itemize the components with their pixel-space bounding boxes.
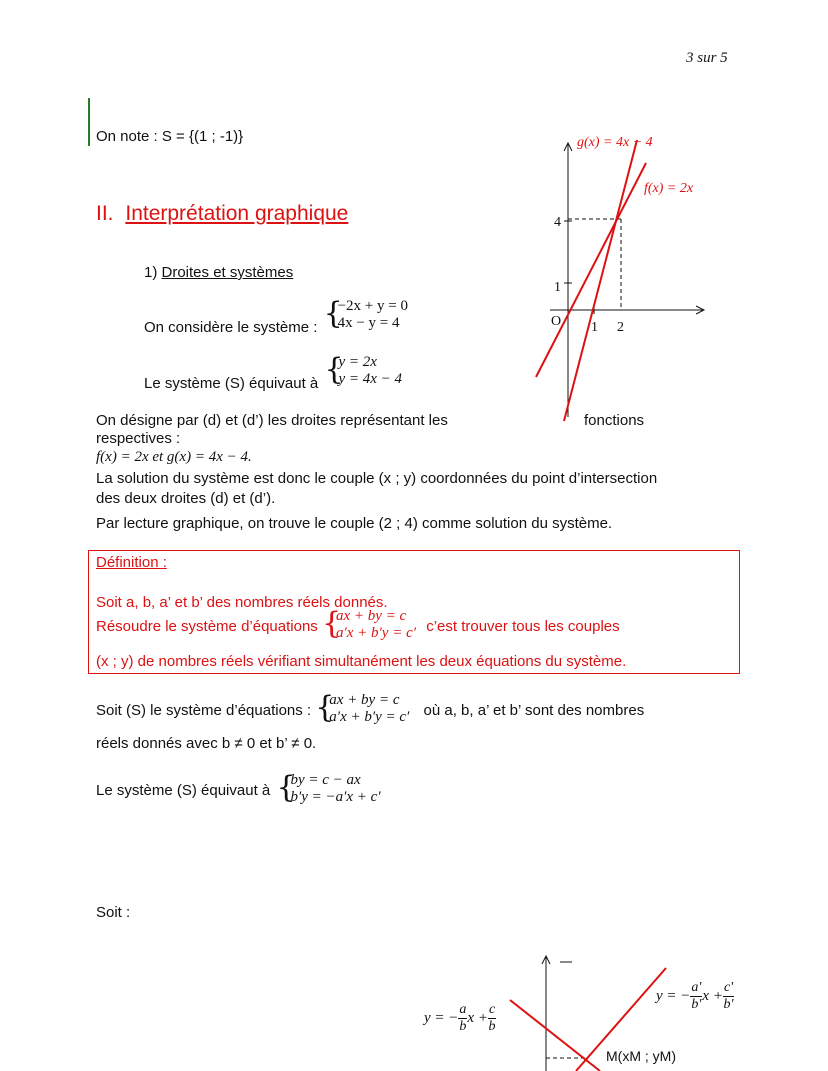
definition-eq2: a′x + b′y = c′ bbox=[335, 625, 417, 641]
definition-title: Définition : bbox=[96, 554, 167, 571]
definition-brace-group bbox=[321, 606, 417, 642]
frac-den: b' bbox=[723, 997, 734, 1012]
para1-line6: Par lecture graphique, on trouve le couple (2 ; 4) comme solution du système. bbox=[96, 515, 613, 532]
system4-eq1: by = c − ax bbox=[290, 772, 361, 788]
system1-eq2: 4x − y = 4 bbox=[337, 315, 400, 331]
subsection-heading bbox=[144, 264, 293, 281]
graph2-right-mid: x + bbox=[702, 988, 723, 1004]
graph1-tick-label-y1: 1 bbox=[554, 280, 561, 295]
graph1-line-g bbox=[564, 140, 637, 421]
section-heading bbox=[96, 202, 348, 226]
graph1-tick-label-y4: 4 bbox=[554, 215, 561, 230]
note-text: On note : S = {(1 ; -1)} bbox=[96, 128, 244, 145]
brace-icon: { bbox=[315, 690, 335, 725]
system4-brace-group bbox=[278, 772, 380, 806]
graph2-left-frac2 bbox=[488, 1002, 496, 1035]
system1-brace-group bbox=[323, 296, 408, 332]
graph2-right-equation bbox=[656, 980, 734, 1013]
para1-line1-end: fonctions bbox=[584, 412, 645, 429]
system2-eq2: y = 4x − 4 bbox=[338, 371, 402, 387]
subsection-number: 1) bbox=[144, 264, 158, 281]
graph2-right-frac2 bbox=[723, 980, 734, 1013]
frac-num: c' bbox=[723, 980, 734, 995]
system2 bbox=[144, 352, 402, 392]
system2-brace-group bbox=[326, 354, 402, 388]
system1 bbox=[144, 296, 408, 336]
system4-eq2: b′y = −a′x + c′ bbox=[290, 789, 381, 805]
para1-line2: respectives : bbox=[96, 430, 181, 447]
graph2-right-frac1 bbox=[690, 980, 702, 1013]
brace-icon: { bbox=[323, 296, 343, 331]
section-title: Interprétation graphique bbox=[125, 202, 349, 225]
para1-line1: On désigne par (d) et (d’) les droites représentant les bbox=[96, 412, 448, 429]
graph1 bbox=[520, 125, 720, 425]
system3-brace-group bbox=[317, 692, 409, 726]
frac-num: c bbox=[488, 1002, 496, 1017]
brace-icon: { bbox=[321, 606, 342, 641]
system3-tail: où a, b, a’ et b’ sont des nombres bbox=[423, 701, 645, 719]
frac-den: b bbox=[488, 1019, 496, 1034]
system3 bbox=[96, 692, 644, 726]
system1-lead: On considère le système : bbox=[144, 318, 318, 336]
para1-line4: La solution du système est donc le couple (x ; y) coordonnées du point d’intersection bbox=[96, 470, 658, 487]
graph1-line-f bbox=[536, 163, 646, 377]
para1-line5: des deux droites (d) et (d’). bbox=[96, 490, 276, 507]
system4 bbox=[96, 770, 381, 806]
definition-eq1: ax + by = c bbox=[335, 608, 407, 624]
definition-line2-pre: Résoudre le système d’équations bbox=[96, 617, 318, 635]
frac-den: b' bbox=[691, 997, 702, 1012]
frac-num: a bbox=[459, 1002, 467, 1017]
graph2-left-y: y = − bbox=[424, 1010, 459, 1026]
graph1-label-g: g(x) = 4x − 4 bbox=[577, 135, 653, 150]
brace-icon: { bbox=[276, 770, 296, 805]
subsection-title: Droites et systèmes bbox=[161, 264, 294, 281]
brace-icon: { bbox=[324, 352, 344, 387]
page-number: 3 sur 5 bbox=[686, 50, 728, 66]
graph2-left-equation bbox=[424, 1002, 496, 1035]
graph1-origin-label: O bbox=[551, 314, 562, 329]
graph1-tick-label-x2: 2 bbox=[617, 320, 624, 335]
system2-eq1: y = 2x bbox=[338, 354, 377, 370]
graph1-tick-label-x1: 1 bbox=[591, 320, 598, 335]
system3-lead: Soit (S) le système d’équations : bbox=[96, 701, 312, 719]
graph2-left-mid: x + bbox=[467, 1010, 488, 1026]
system3-eq2: a′x + b′y = c′ bbox=[329, 709, 410, 725]
system2-lead: Le système (S) équivaut à bbox=[144, 374, 319, 392]
frac-den: b bbox=[459, 1019, 467, 1034]
system3-line2: réels donnés avec b ≠ 0 et b’ ≠ 0. bbox=[96, 735, 317, 752]
system4-lead: Le système (S) équivaut à bbox=[96, 781, 271, 799]
margin-bar bbox=[88, 98, 90, 146]
soit-text: Soit : bbox=[96, 904, 131, 921]
system1-eq1: −2x + y = 0 bbox=[337, 298, 408, 314]
graph1-label-f: f(x) = 2x bbox=[644, 181, 694, 196]
definition-line1: Soit a, b, a’ et b’ des nombres réels donnés. bbox=[96, 594, 388, 611]
definition-line2 bbox=[96, 606, 620, 646]
frac-num: a' bbox=[691, 980, 702, 995]
graph2-right-y: y = − bbox=[656, 988, 691, 1004]
definition-line2-post: c’est trouver tous les couples bbox=[426, 617, 620, 635]
graph2-point-label: M(xM ; yM) bbox=[606, 1048, 676, 1064]
section-number: II. bbox=[96, 202, 114, 225]
system3-eq1: ax + by = c bbox=[329, 692, 400, 708]
definition-line3: (x ; y) de nombres réels vérifiant simultanément les deux équations du système. bbox=[96, 653, 627, 670]
para1-line3: f(x) = 2x et g(x) = 4x − 4. bbox=[96, 449, 252, 465]
